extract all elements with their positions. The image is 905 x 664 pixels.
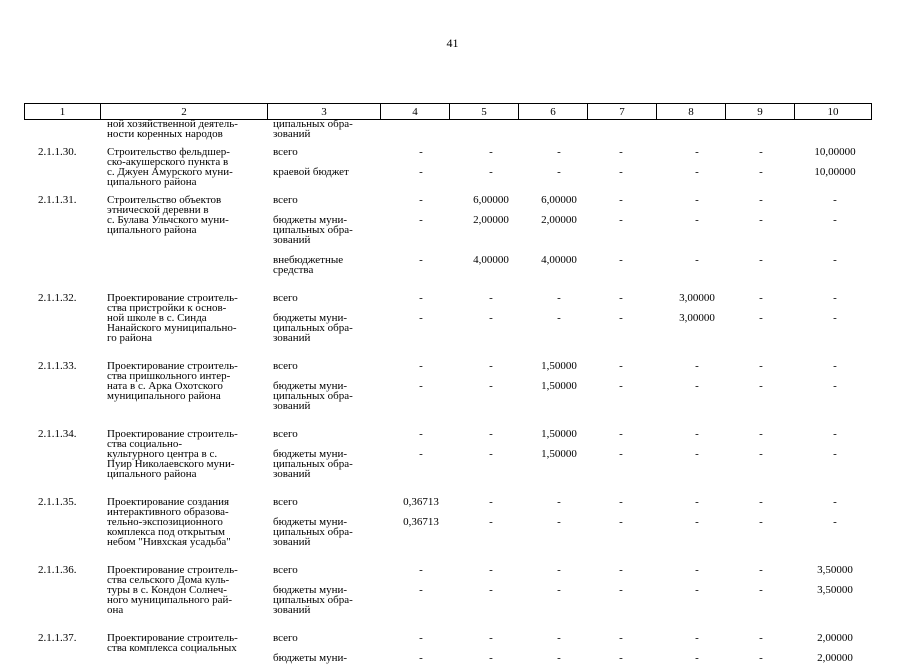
item-name-line: Строительство фельдшер- — [107, 146, 230, 158]
item-code: 2.1.1.31. — [38, 194, 77, 206]
item-name-line: ной школе в с. Синда — [107, 312, 207, 324]
value-col-9: - — [759, 496, 763, 508]
value-col-8: - — [695, 194, 699, 206]
column-header-10: 10 — [795, 104, 872, 120]
funding-source-line: зований — [273, 234, 311, 246]
value-col-4: - — [419, 146, 423, 158]
value-col-6: 1,50000 — [541, 380, 577, 392]
value-col-8: - — [695, 428, 699, 440]
value-col-5: - — [489, 584, 493, 596]
item-name-line: ства комплекса социальных — [107, 642, 237, 654]
value-col-5: 2,00000 — [473, 214, 509, 226]
value-col-7: - — [619, 380, 623, 392]
funding-source-line: ципальных обра- — [273, 526, 353, 538]
value-col-4: - — [419, 312, 423, 324]
value-col-10: 2,00000 — [817, 632, 853, 644]
item-code: 2.1.1.37. — [38, 632, 77, 644]
item-name-line: муниципального района — [107, 390, 221, 402]
item-name-line: ципального района — [107, 176, 197, 188]
table-body — [0, 118, 905, 664]
funding-source-line: зований — [273, 332, 311, 344]
value-col-6: - — [557, 312, 561, 324]
item-name-line: Пуир Николаевского муни- — [107, 458, 235, 470]
value-col-8: - — [695, 254, 699, 266]
item-name-line: Проектирование строитель- — [107, 292, 238, 304]
value-col-9: - — [759, 652, 763, 664]
value-col-4: - — [419, 428, 423, 440]
value-col-10: - — [833, 254, 837, 266]
value-col-6: 2,00000 — [541, 214, 577, 226]
item-name-line: небом "Нивхская усадьба" — [107, 536, 231, 548]
funding-source-line: зований — [273, 536, 311, 548]
item-name-line: ства пристройки к основ- — [107, 302, 227, 314]
value-col-4: - — [419, 194, 423, 206]
column-header-2: 2 — [101, 104, 268, 120]
column-header-7: 7 — [588, 104, 657, 120]
value-col-9: - — [759, 360, 763, 372]
value-col-8: - — [695, 146, 699, 158]
item-name-line: го района — [107, 332, 153, 344]
value-col-10: - — [833, 516, 837, 528]
value-col-10: - — [833, 380, 837, 392]
value-col-7: - — [619, 584, 623, 596]
item-name-line: культурного центра в с. — [107, 448, 218, 460]
column-header-4: 4 — [381, 104, 450, 120]
value-col-8: - — [695, 496, 699, 508]
value-col-7: - — [619, 254, 623, 266]
value-col-5: - — [489, 146, 493, 158]
item-name-line: ного муниципального рай- — [107, 594, 233, 606]
page-number: 41 — [446, 36, 459, 50]
value-col-7: - — [619, 146, 623, 158]
value-col-4: 0,36713 — [403, 516, 439, 528]
value-col-5: - — [489, 516, 493, 528]
funding-source-line: бюджеты муни- — [273, 448, 348, 460]
value-col-7: - — [619, 360, 623, 372]
value-col-10: 3,50000 — [817, 584, 853, 596]
value-col-9: - — [759, 584, 763, 596]
value-col-7: - — [619, 516, 623, 528]
value-col-4: 0,36713 — [403, 496, 439, 508]
item-name-line: ности коренных народов — [107, 128, 223, 140]
value-col-5: - — [489, 360, 493, 372]
item-name-line: Проектирование создания — [107, 496, 230, 508]
item-name-line: ства социально- — [107, 438, 183, 450]
item-name-line: с. Джуен Амурского муни- — [107, 166, 233, 178]
item-code: 2.1.1.34. — [38, 428, 77, 440]
value-col-9: - — [759, 312, 763, 324]
value-col-9: - — [759, 632, 763, 644]
funding-source-line: всего — [273, 360, 298, 372]
item-name-line: она — [107, 604, 124, 616]
value-col-7: - — [619, 292, 623, 304]
funding-source-line: бюджеты муни- — [273, 380, 348, 392]
funding-source-line: всего — [273, 146, 298, 158]
value-col-7: - — [619, 166, 623, 178]
item-name-line: тельно-экспозиционного — [107, 516, 223, 528]
value-col-5: - — [489, 166, 493, 178]
value-col-9: - — [759, 214, 763, 226]
funding-source-line: средства — [273, 264, 314, 276]
funding-source-line: краевой бюджет — [273, 166, 349, 178]
value-col-10: 2,00000 — [817, 652, 853, 664]
item-name-line: Проектирование строитель- — [107, 428, 238, 440]
funding-source-line: ципальных обра- — [273, 322, 353, 334]
value-col-8: 3,00000 — [679, 292, 715, 304]
value-col-4: - — [419, 360, 423, 372]
item-code: 2.1.1.32. — [38, 292, 77, 304]
item-name-line: туры в с. Кондон Солнеч- — [107, 584, 227, 596]
value-col-6: 1,50000 — [541, 448, 577, 460]
value-col-6: 1,50000 — [541, 428, 577, 440]
funding-source-line: зований — [273, 604, 311, 616]
item-name-line: ства пришкольного интер- — [107, 370, 231, 382]
value-col-7: - — [619, 564, 623, 576]
value-col-5: - — [489, 380, 493, 392]
value-col-4: - — [419, 166, 423, 178]
value-col-9: - — [759, 448, 763, 460]
funding-source-line: бюджеты муни- — [273, 214, 348, 226]
value-col-10: - — [833, 496, 837, 508]
item-name-line: Строительство объектов — [107, 194, 222, 206]
value-col-10: - — [833, 312, 837, 324]
value-col-9: - — [759, 194, 763, 206]
value-col-5: - — [489, 564, 493, 576]
value-col-10: - — [833, 448, 837, 460]
value-col-8: 3,00000 — [679, 312, 715, 324]
value-col-4: - — [419, 584, 423, 596]
item-name-line: Нанайского муниципально- — [107, 322, 237, 334]
value-col-4: - — [419, 632, 423, 644]
value-col-4: - — [419, 292, 423, 304]
value-col-6: 1,50000 — [541, 360, 577, 372]
value-col-8: - — [695, 632, 699, 644]
value-col-5: - — [489, 292, 493, 304]
value-col-8: - — [695, 214, 699, 226]
value-col-7: - — [619, 632, 623, 644]
value-col-6: - — [557, 146, 561, 158]
funding-source-line: всего — [273, 428, 298, 440]
funding-source-line: ципальных обра- — [273, 118, 353, 130]
value-col-10: - — [833, 360, 837, 372]
value-col-9: - — [759, 166, 763, 178]
item-code: 2.1.1.36. — [38, 564, 77, 576]
funding-source-line: ципальных обра- — [273, 224, 353, 236]
value-col-8: - — [695, 166, 699, 178]
value-col-7: - — [619, 652, 623, 664]
item-name-line: ско-акушерского пункта в — [107, 156, 229, 168]
value-col-7: - — [619, 428, 623, 440]
funding-source-line: всего — [273, 632, 298, 644]
funding-source-line: ципальных обра- — [273, 594, 353, 606]
value-col-8: - — [695, 564, 699, 576]
funding-source-line: всего — [273, 194, 298, 206]
funding-source-line: всего — [273, 496, 298, 508]
funding-source-line: бюджеты муни- — [273, 516, 348, 528]
value-col-7: - — [619, 214, 623, 226]
item-name-line: ной хозяйственной деятель- — [107, 118, 238, 130]
value-col-4: - — [419, 254, 423, 266]
funding-source-line: зований — [273, 400, 311, 412]
value-col-4: - — [419, 448, 423, 460]
value-col-10: 10,00000 — [814, 166, 856, 178]
value-col-6: - — [557, 292, 561, 304]
value-col-6: - — [557, 564, 561, 576]
column-header-9: 9 — [726, 104, 795, 120]
funding-source-line: ципальных обра- — [273, 390, 353, 402]
item-code: 2.1.1.35. — [38, 496, 77, 508]
value-col-9: - — [759, 428, 763, 440]
value-col-5: - — [489, 448, 493, 460]
item-name-line: ципального района — [107, 468, 197, 480]
value-col-9: - — [759, 254, 763, 266]
value-col-5: - — [489, 428, 493, 440]
value-col-4: - — [419, 564, 423, 576]
value-col-5: 6,00000 — [473, 194, 509, 206]
value-col-10: - — [833, 428, 837, 440]
value-col-6: 4,00000 — [541, 254, 577, 266]
value-col-6: - — [557, 516, 561, 528]
value-col-9: - — [759, 380, 763, 392]
column-header-3: 3 — [268, 104, 381, 120]
item-code: 2.1.1.30. — [38, 146, 77, 158]
value-col-7: - — [619, 496, 623, 508]
value-col-9: - — [759, 292, 763, 304]
column-header-1: 1 — [25, 104, 101, 120]
value-col-8: - — [695, 652, 699, 664]
funding-source-line: внебюджетные — [273, 254, 344, 266]
value-col-6: - — [557, 166, 561, 178]
value-col-4: - — [419, 214, 423, 226]
value-col-5: - — [489, 312, 493, 324]
value-col-9: - — [759, 564, 763, 576]
value-col-8: - — [695, 380, 699, 392]
value-col-6: - — [557, 496, 561, 508]
column-header-5: 5 — [450, 104, 519, 120]
item-name-line: Проектирование строитель- — [107, 360, 238, 372]
item-name-line: Проектирование строитель- — [107, 564, 238, 576]
value-col-7: - — [619, 194, 623, 206]
item-name-line: с. Булава Ульчского муни- — [107, 214, 229, 226]
value-col-5: - — [489, 632, 493, 644]
item-name-line: Проектирование строитель- — [107, 632, 238, 644]
item-name-line: ципального района — [107, 224, 197, 236]
funding-source-line: зований — [273, 128, 311, 140]
value-col-10: 3,50000 — [817, 564, 853, 576]
value-col-10: - — [833, 214, 837, 226]
value-col-7: - — [619, 312, 623, 324]
value-col-5: - — [489, 496, 493, 508]
value-col-8: - — [695, 448, 699, 460]
value-col-8: - — [695, 516, 699, 528]
item-name-line: комплекса под открытым — [107, 526, 225, 538]
value-col-9: - — [759, 146, 763, 158]
value-col-6: - — [557, 584, 561, 596]
column-header-8: 8 — [657, 104, 726, 120]
value-col-4: - — [419, 652, 423, 664]
value-col-4: - — [419, 380, 423, 392]
value-col-6: 6,00000 — [541, 194, 577, 206]
value-col-10: - — [833, 292, 837, 304]
item-name-line: этнической деревни в — [107, 204, 209, 216]
value-col-9: - — [759, 516, 763, 528]
value-col-10: - — [833, 194, 837, 206]
funding-source-line: ципальных обра- — [273, 458, 353, 470]
value-col-5: 4,00000 — [473, 254, 509, 266]
item-name-line: ства сельского Дома куль- — [107, 574, 230, 586]
funding-source-line: зований — [273, 468, 311, 480]
item-code: 2.1.1.33. — [38, 360, 77, 372]
value-col-6: - — [557, 632, 561, 644]
column-header-6: 6 — [519, 104, 588, 120]
value-col-5: - — [489, 652, 493, 664]
value-col-8: - — [695, 584, 699, 596]
value-col-6: - — [557, 652, 561, 664]
funding-source-line: бюджеты муни- — [273, 652, 348, 664]
funding-source-line: бюджеты муни- — [273, 584, 348, 596]
value-col-10: 10,00000 — [814, 146, 856, 158]
funding-source-line: всего — [273, 564, 298, 576]
value-col-8: - — [695, 360, 699, 372]
item-name-line: ната в с. Арка Охотского — [107, 380, 223, 392]
funding-source-line: бюджеты муни- — [273, 312, 348, 324]
value-col-7: - — [619, 448, 623, 460]
item-name-line: интерактивного образова- — [107, 506, 229, 518]
funding-source-line: всего — [273, 292, 298, 304]
